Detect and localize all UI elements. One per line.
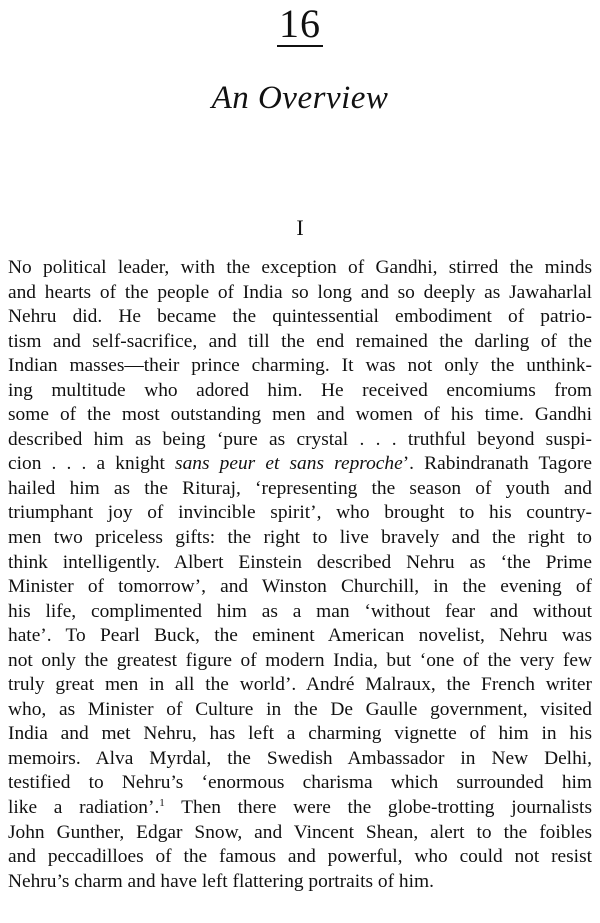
paragraph-line: hailed him as the Rituraj, ‘representing the season of youth and (8, 477, 592, 499)
footnote-reference[interactable]: 1 (159, 797, 165, 810)
italic-phrase: sans peur et sans reproche (175, 453, 403, 475)
paragraph-line: not only the greatest figure of modern India, but ‘one of the very few (8, 649, 592, 671)
paragraph-line: Nehru’s charm and have left flattering portraits of him. (8, 870, 434, 892)
paragraph-line: some of the most outstanding men and women of his time. Gandhi (8, 404, 592, 426)
paragraph-line: John Gunther, Edgar Snow, and Vincent Shean, alert to the foibles (8, 821, 592, 843)
line-text: Then there were the globe-trotting journalists (164, 797, 592, 819)
line-text: like a radiation’. (8, 797, 160, 819)
body-paragraph (8, 256, 592, 894)
paragraph-line: testified to Nehru’s ‘enormous charisma which surrounded him (8, 772, 592, 794)
paragraph-line: described him as being ‘pure as crystal . . . truthful beyond suspi- (8, 428, 592, 450)
paragraph-line: ing multitude who adored him. He received encomiums from (8, 379, 592, 401)
paragraph-line: memoirs. Alva Myrdal, the Swedish Ambassador in New Delhi, (8, 747, 592, 769)
paragraph-line: and peccadilloes of the famous and powerful, who could not resist (8, 846, 592, 868)
paragraph-line (8, 452, 592, 477)
paragraph-line: men two priceless gifts: the right to live bravely and the right to (8, 527, 592, 549)
chapter-number-text: 16 (279, 1, 321, 46)
chapter-number (0, 1, 600, 47)
paragraph-line: and hearts of the people of India so long and so deeply as Jawaharlal (8, 281, 592, 303)
paragraph-line: think intelligently. Albert Einstein described Nehru as ‘the Prime (8, 551, 592, 573)
paragraph-line: Nehru did. He became the quintessential embodiment of patrio- (8, 306, 592, 328)
paragraph-line (8, 796, 592, 821)
paragraph-line: Indian masses—their prince charming. It was not only the unthink- (8, 355, 592, 377)
paragraph-line: No political leader, with the exception of Gandhi, stirred the minds (8, 257, 592, 278)
paragraph-line: tism and self-sacrifice, and till the end remained the darling of the (8, 330, 592, 352)
paragraph-line: India and met Nehru, has left a charming vignette of him in his (8, 723, 592, 745)
paragraph-line: Minister of tomorrow’, and Winston Churchill, in the evening of (8, 576, 592, 598)
section-numeral: I (296, 215, 304, 240)
paragraph-line: hate’. To Pearl Buck, the eminent American novelist, Nehru was (8, 625, 592, 647)
line-text: ’. Rabindranath Tagore (402, 453, 592, 475)
paragraph-line: who, as Minister of Culture in the De Gaulle government, visited (8, 698, 592, 720)
paragraph-line: his life, complimented him as a man ‘without fear and without (8, 600, 592, 622)
paragraph-line: truly great men in all the world’. André Malraux, the French writer (8, 674, 592, 696)
chapter-title: An Overview (211, 80, 389, 116)
line-text: cion . . . a knight (8, 453, 176, 475)
paragraph-line: triumphant joy of invincible spirit’, who brought to his country- (8, 502, 592, 524)
